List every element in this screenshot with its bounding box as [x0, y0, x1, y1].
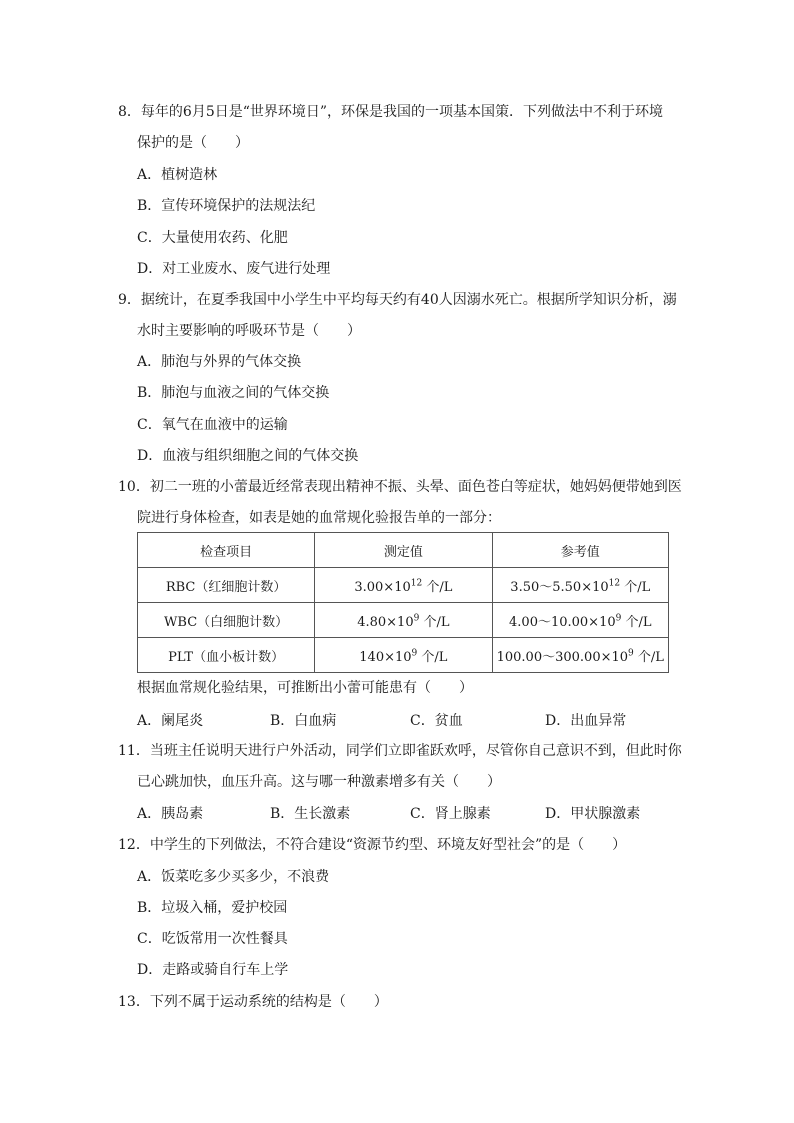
value-unit: 个/L — [422, 579, 453, 595]
table-row — [138, 568, 669, 603]
q10-option-c: C．贫血 — [410, 713, 463, 729]
q8-option-a: A．植树造林 — [137, 167, 218, 183]
table-cell-reference — [492, 568, 668, 603]
q11-option-c: C．肾上腺素 — [410, 806, 491, 822]
value-unit: 个/L — [419, 614, 450, 630]
q9-stem-line1: 9．据统计，在夏季我国中小学生中平均每天约有40人因溺水死亡。根据所学知识分析，溺 — [118, 292, 677, 308]
q12-option-c: C．吃饭常用一次性餐具 — [137, 931, 288, 947]
q11-option-b: B．生长激素 — [270, 806, 351, 822]
reference-base: 4.00～10.00×10 — [509, 614, 616, 630]
q10-follow-text: 根据血常规化验结果，可推断出小蕾可能患有（ ） — [137, 680, 473, 696]
value-exponent: 12 — [410, 578, 423, 589]
value-exponent: 9 — [413, 613, 420, 624]
q11-stem-line2: 已心跳加快，血压升高。这与哪一种激素增多有关（ ） — [137, 774, 501, 790]
q13-stem-line1: 13．下列不属于运动系统的结构是（ ） — [118, 994, 388, 1010]
q9-stem-line2: 水时主要影响的呼吸环节是（ ） — [137, 323, 361, 339]
q10-options-row — [137, 712, 657, 730]
table-header-row — [138, 533, 669, 568]
q10-option-b: B．白血病 — [270, 713, 337, 729]
table-cell-reference — [492, 603, 668, 638]
value-base: 4.80×10 — [357, 614, 414, 630]
value-exponent: 9 — [411, 648, 418, 659]
q8-option-b: B．宣传环境保护的法规法纪 — [137, 198, 316, 214]
q9-option-d: D．血液与组织细胞之间的气体交换 — [137, 448, 359, 464]
reference-exponent: 9 — [628, 648, 634, 659]
table-cell-item: WBC（白细胞计数） — [138, 603, 315, 638]
table-header-value: 测定值 — [315, 533, 492, 568]
q9-option-a: A．肺泡与外界的气体交换 — [137, 354, 302, 370]
reference-unit: 个/L — [620, 579, 651, 595]
reference-base: 3.50～5.50×10 — [510, 579, 609, 595]
q9-option-c: C．氧气在血液中的运输 — [137, 417, 288, 433]
q11-stem-line1: 11．当班主任说明天进行户外活动，同学们立即雀跃欢呼，尽管你自己意识不到，但此时你 — [118, 743, 682, 759]
q12-option-d: D．走路或骑自行车上学 — [137, 962, 289, 978]
q8-stem-line1: 8．每年的6月5日是“世界环境日”，环保是我国的一项基本国策．下列做法中不利于环境 — [118, 104, 664, 120]
table-cell-value — [315, 603, 492, 638]
reference-unit: 个/L — [633, 649, 664, 665]
q10-stem-line2: 院进行身体检查，如表是她的血常规化验报告单的一部分： — [137, 510, 501, 526]
q8-stem-line2: 保护的是（ ） — [137, 135, 249, 151]
blood-report-table — [137, 532, 669, 673]
q12-option-a: A．饭菜吃多少买多少，不浪费 — [137, 869, 330, 885]
table-header-reference: 参考值 — [492, 533, 668, 568]
q11-options-row — [137, 805, 657, 823]
reference-unit: 个/L — [621, 614, 652, 630]
q11-option-d: D．甲状腺激素 — [545, 806, 641, 822]
table-header-item: 检查项目 — [138, 533, 315, 568]
value-unit: 个/L — [417, 649, 448, 665]
table-cell-item: RBC（红细胞计数） — [138, 568, 315, 603]
q10-option-d: D．出血异常 — [545, 713, 627, 729]
q10-stem-line1: 10．初二一班的小蕾最近经常表现出精神不振、头晕、面色苍白等症状，她妈妈便带她到医 — [118, 479, 682, 495]
table-row — [138, 638, 669, 673]
q8-option-d: D．对工业废水、废气进行处理 — [137, 261, 331, 277]
reference-base: 100.00～300.00×10 — [496, 649, 629, 665]
q10-option-a: A．阑尾炎 — [137, 713, 204, 729]
q11-option-a: A．胰岛素 — [137, 806, 204, 822]
value-base: 140×10 — [359, 649, 412, 665]
table-cell-item: PLT（血小板计数） — [138, 638, 315, 673]
q12-option-b: B．垃圾入桶，爱护校园 — [137, 900, 288, 916]
table-cell-value — [315, 638, 492, 673]
table-cell-reference — [492, 638, 668, 673]
table-row — [138, 603, 669, 638]
value-base: 3.00×10 — [354, 579, 411, 595]
reference-exponent: 9 — [615, 613, 622, 624]
reference-exponent: 12 — [608, 578, 621, 589]
q9-option-b: B．肺泡与血液之间的气体交换 — [137, 385, 330, 401]
q8-option-c: C．大量使用农药、化肥 — [137, 230, 288, 246]
q12-stem-line1: 12．中学生的下列做法，不符合建设“资源节约型、环境友好型社会”的是（ ） — [118, 837, 627, 853]
table-cell-value — [315, 568, 492, 603]
